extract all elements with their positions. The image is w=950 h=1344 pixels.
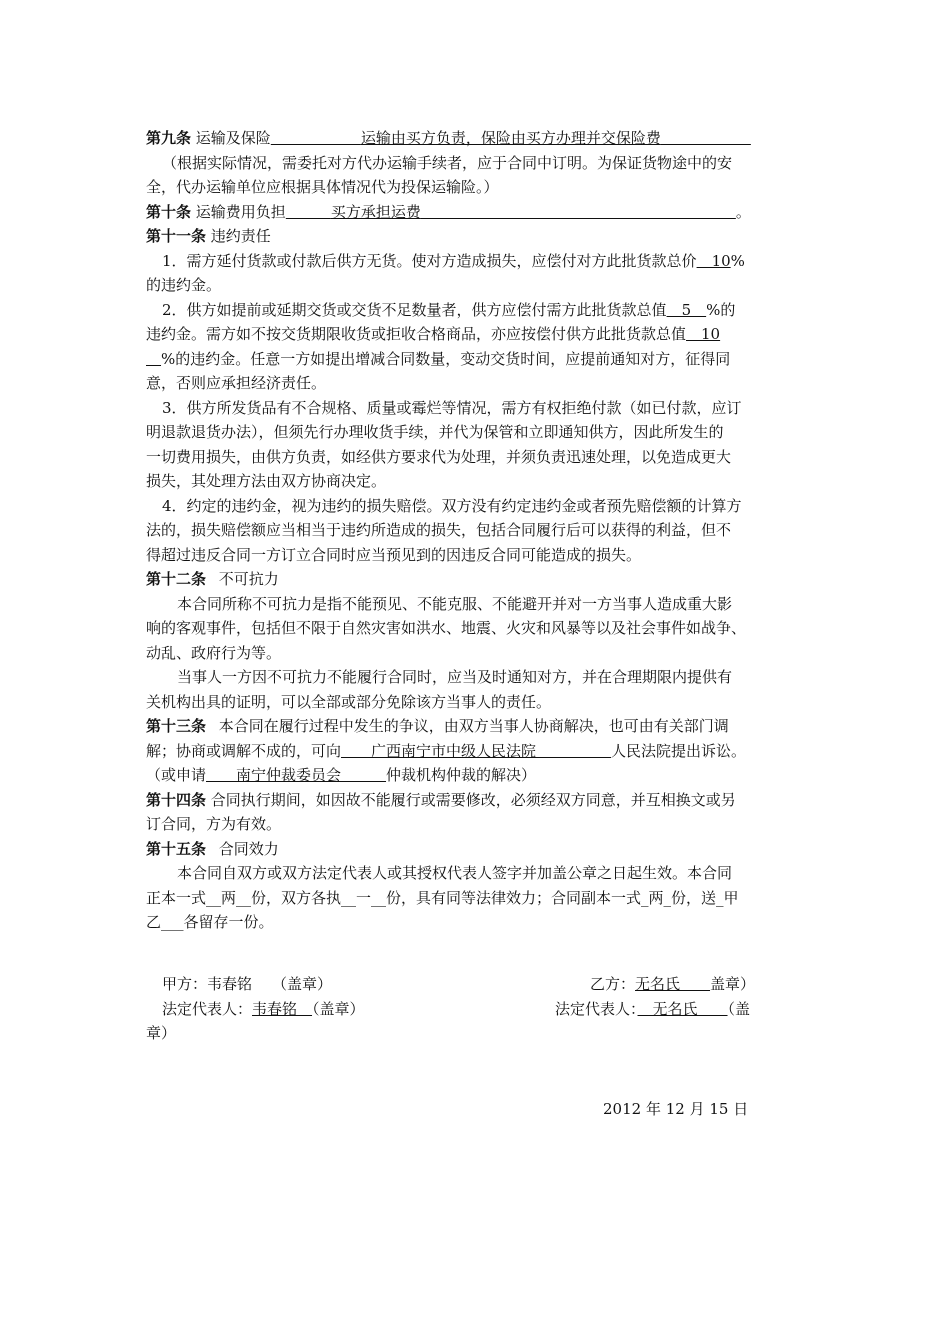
rep-b-seal-cont: 章） (146, 1024, 177, 1042)
contract-body (146, 126, 808, 935)
article-14-text-1: 合同执行期间，如因故不能履行或需要修改，必须经双方同意，并互相换文或另 (210, 790, 736, 809)
party-b-label: 乙方： (590, 975, 636, 993)
article-11-p4-line-2: 法的，损失赔偿额应当相当于违约所造成的损失，包括合同履行后可以获得的利益，但不 (146, 521, 732, 539)
article-13-heading: 第十三条 (146, 717, 207, 735)
article-11-heading: 第十一条 (146, 227, 207, 245)
party-a-label: 甲方：韦春铭 (162, 975, 253, 993)
article-11-p3-line-2: 明退款退货办法），但须先行办理收货手续，并代为保管和立即通知供方，因此所发生的 (146, 423, 724, 441)
party-b-seal: 盖章） (710, 975, 756, 993)
article-11-p2-percent: %的 (706, 300, 736, 319)
rep-b-line (555, 998, 750, 1019)
article-12-p1-line-1: 本合同所称不可抗力是指不能预见、不能克服、不能避开并对一方当事人造成重大影 (177, 594, 733, 613)
party-b-line (590, 973, 755, 994)
rep-a-label: 法定代表人： (162, 1000, 253, 1018)
rep-a-name: 韦春铭 (252, 1000, 313, 1018)
article-11-p1-percent: % (730, 251, 745, 270)
article-11-p2-text-3: %的违约金。任意一方如提出增减合同数量，变动交货时间，应提前通知对方，征得同 (161, 349, 731, 368)
rep-b-label: 法定代表人： (555, 1000, 638, 1018)
article-12-p1-line-3: 动乱、政府行为等。 (146, 643, 282, 662)
article-12-heading: 第十二条 (146, 570, 207, 588)
article-9-heading: 第九条 (146, 129, 192, 147)
article-14-line-2: 订合同，方为有效。 (146, 815, 282, 833)
article-12-title: 不可抗力 (218, 570, 279, 588)
article-11-p2-line-1 (146, 298, 808, 323)
article-11-p4-line-1: 4．约定的违约金，视为违约的损失赔偿。双方没有约定违约金或者预先赔偿额的计算方 (162, 496, 742, 515)
article-13-text-5: 仲裁机构仲裁的解决） (386, 766, 537, 784)
article-13-arbitration: 南宁仲裁委员会 (206, 766, 387, 784)
article-14-heading: 第十四条 (146, 790, 207, 809)
article-10-value: 买方承担运费 (330, 202, 421, 221)
article-11-p3-line-1: 3．供方所发货品有不合规格、质量或霉烂等情况，需方有权拒绝付款（如已付款，应订 (162, 398, 742, 417)
article-11-p1-rate: 10 (696, 251, 731, 270)
article-10-blank-end (421, 203, 736, 221)
article-12-p2-line-2: 关机构出具的证明，可以全部或部分免除该方当事人的责任。 (146, 692, 552, 711)
article-10-line (146, 200, 808, 225)
article-13-court: 广西南宁市中级人民法院 (341, 741, 612, 760)
article-13-text-3: 人民法院提出诉讼。 (611, 741, 747, 760)
article-11-p2-text-2: 违约金。需方如不按交货期限收货或拒收合格商品，亦应按偿付供方此批货款总值 (146, 325, 687, 343)
article-11-p4-line-3: 得超过违反合同一方订立合同时应当预见到的因违反合同可能造成的损失。 (146, 545, 642, 564)
party-a-seal: （盖章） (272, 975, 333, 993)
article-13-line-1 (146, 714, 808, 739)
article-9-line (146, 126, 808, 151)
rep-a-seal: （盖章） (312, 1000, 365, 1018)
article-11-p1-line-2: 的违约金。 (146, 276, 222, 294)
article-10-end: 。 (735, 202, 751, 221)
article-15-line-2: 正本一式__两__份，双方各执__一__份，具有同等法律效力；合同副本一式_两_份，送_甲 (146, 888, 739, 907)
article-13-line-2 (146, 739, 808, 764)
article-15-line (146, 837, 808, 862)
article-10-title: 运输费用负担 (195, 202, 286, 221)
signing-date: 2012 年 12 月 15 日 (603, 1100, 749, 1118)
article-12-p2-line-1: 当事人一方因不可抗力不能履行合同时，应当及时通知对方，并在合理期限内提供有 (177, 668, 733, 686)
article-15-heading: 第十五条 (146, 839, 207, 858)
article-11-p2-line-4: 意，否则应承担经济责任。 (146, 374, 327, 392)
article-9-blank (271, 129, 361, 147)
article-11-p2-line-2 (146, 322, 808, 347)
article-9-note-2: 全，代办运输单位应根据具体情况代为投保运输险。） (146, 178, 499, 196)
article-11-p2-line-3 (146, 347, 808, 372)
rep-b-name: 无名氏 (637, 1000, 728, 1018)
article-13-text-2: 解；协商或调解不成的，可向 (146, 741, 342, 760)
article-13-text-4: （或申请 (146, 766, 207, 784)
article-12-p1-line-2: 响的客观事件，包括但不限于自然灾害如洪水、地震、火灾和风暴等以及社会事件如战争、 (146, 619, 747, 637)
article-11-title: 违约责任 (210, 227, 271, 245)
article-13-line-3 (146, 763, 808, 788)
article-15-line-3: 乙___各留存一份。 (146, 913, 274, 931)
article-15-title: 合同效力 (218, 839, 279, 858)
article-11-p2-rate-2: 10 (686, 325, 721, 343)
article-9-note-1: （根据实际情况，需委托对方代办运输手续者，应于合同中订明。为保证货物途中的安 (162, 153, 733, 172)
article-9-value: 运输由买方负责，保险由买方办理并交保险费 (360, 129, 661, 147)
article-11-p2-rate: 5 (666, 300, 707, 319)
article-11-p2-rate-2-cont (146, 350, 161, 368)
article-11-p1-text: 1．需方延付货款或付款后供方无货。使对方造成损失，应偿付对方此批货款总价 (162, 251, 697, 270)
article-11-line (146, 224, 808, 249)
article-10-blank (286, 203, 331, 221)
article-15-line-1: 本合同自双方或双方法定代表人或其授权代表人签字并加盖公章之日起生效。本合同 (177, 864, 733, 882)
party-a-line (162, 973, 332, 994)
rep-b-seal: （盖 (727, 1000, 751, 1018)
article-12-line (146, 567, 808, 592)
article-9-title: 运输及保险 (195, 129, 271, 147)
article-9-blank-end (661, 129, 751, 147)
party-b-name: 无名氏 (635, 975, 711, 993)
article-13-text-1: 本合同在履行过程中发生的争议，由双方当事人协商解决，也可由有关部门调 (218, 717, 729, 735)
rep-a-line (162, 998, 365, 1019)
article-14-line-1 (146, 788, 808, 813)
article-11-p3-line-3: 一切费用损失，由供方负责，如经供方要求代为处理，并须负责迅速处理，以免造成更大 (146, 447, 732, 466)
article-11-p3-line-4: 损失，其处理方法由双方协商决定。 (146, 472, 387, 490)
article-11-p2-text: 2．供方如提前或延期交货或交货不足数量者，供方应偿付需方此批货款总值 (162, 300, 667, 319)
article-10-heading: 第十条 (146, 202, 192, 221)
article-11-p1-line-1 (146, 249, 808, 274)
